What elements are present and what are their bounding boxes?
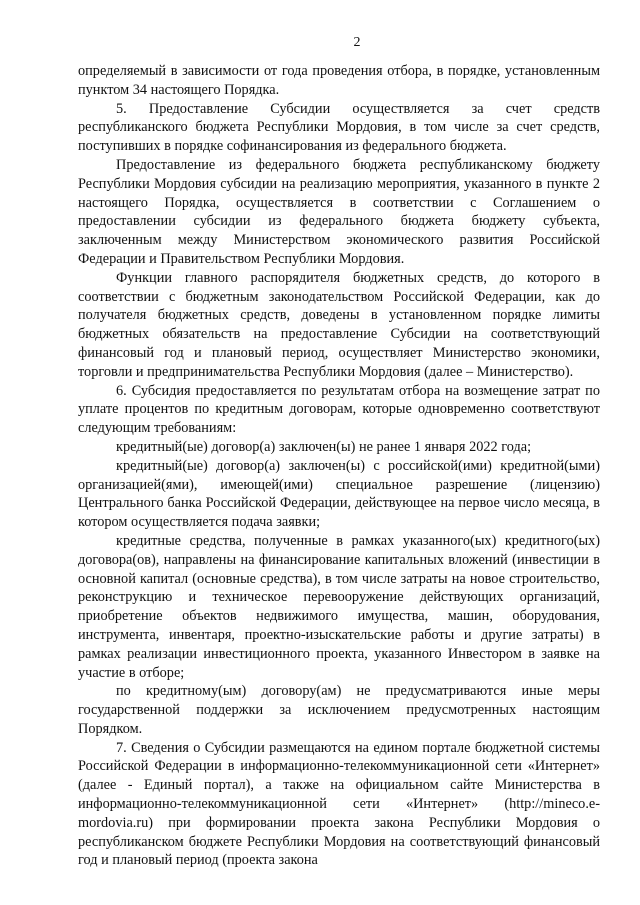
paragraph: кредитный(ые) договор(а) заключен(ы) не ранее 1 января 2022 года; — [116, 438, 532, 455]
paragraph: Предоставление из федерального бюджета республиканскому бюджету Республики Мордовия субсидии на реализацию мероприятия, указанного в пункте 2 настоящего Порядка, осуществляется в соответствии с Соглашением о предоставлении субсидии из федерального бюджета бюджету субъекта, заключенным между Министерством экономического развития Российской Федерации и Правительством Республики Мордовия. — [78, 156, 600, 267]
paragraph: по кредитному(ым) договору(ам) не предусматриваются иные меры государственной поддержки за исключением предусмотренных настоящим Порядком. — [78, 683, 600, 737]
paragraph: 7. Сведения о Субсидии размещаются на едином портале бюджетной системы Российской Федерации в информационно-телекоммуникационной сети «Интернет» (далее - Единый портал), а также на официальном сайте Министерства в информационно-телекоммуникационной сети «Интернет» (http://mineco.e-mordovia.ru) при формировании проекта закона Республики Мордовия о республиканском бюджете Республики Мордовия на соответствующий финансовый год и плановый период (проекта закона — [78, 739, 600, 869]
document-page — [78, 34, 600, 870]
paragraph: 6. Субсидия предоставляется по результатам отбора на возмещение затрат по уплате процентов по кредитным договорам, которые одновременно соответствуют следующим требованиям: — [78, 382, 600, 437]
paragraph: 5. Предоставление Субсидии осуществляется за счет средств республиканского бюджета Республики Мордовия, в том числе за счет средств, поступивших в порядке софинансирования из федерального бюджета. — [78, 100, 600, 155]
paragraph: кредитный(ые) договор(а) заключен(ы) с российской(ими) кредитной(ыми) организацией(ями), имеющей(ими) специальное разрешение (лицензию) Центрального банка Российской Федерации, действующее на первое число месяца, в котором осуществляется подача заявки; — [78, 457, 600, 531]
page-number: 2 — [353, 35, 361, 50]
paragraph: определяемый в зависимости от года проведения отбора, в порядке, установленным пунктом 34 настоящего Порядка. — [78, 63, 600, 98]
paragraph: Функции главного распорядителя бюджетных средств, до которого в соответствии с бюджетным законодательством Российской Федерации, как до получателя бюджетных средств, доведены в установленном порядке лимиты бюджетных обязательств на предоставление Субсидии на соответствующий финансовый год и плановый период, осуществляет Министерство экономики, торговли и предпринимательства Республики Мордовия (далее – Министерство). — [78, 269, 600, 380]
document-body — [78, 62, 600, 870]
paragraph: кредитные средства, полученные в рамках указанного(ых) кредитного(ых) договора(ов), направлены на финансирование капитальных вложений (инвестиции в основной капитал (основные средства), в том числе затраты на новое строительство, реконструкцию и техническое перевооружение действующих организаций, приобретение объектов недвижимого имущества, машин, оборудования, инструмента, инвентаря, проектно-изыскательские работы и другие затраты) в рамках реализации инвестиционного проекта, указанного Инвестором в заявке на участие в отборе; — [78, 532, 600, 681]
